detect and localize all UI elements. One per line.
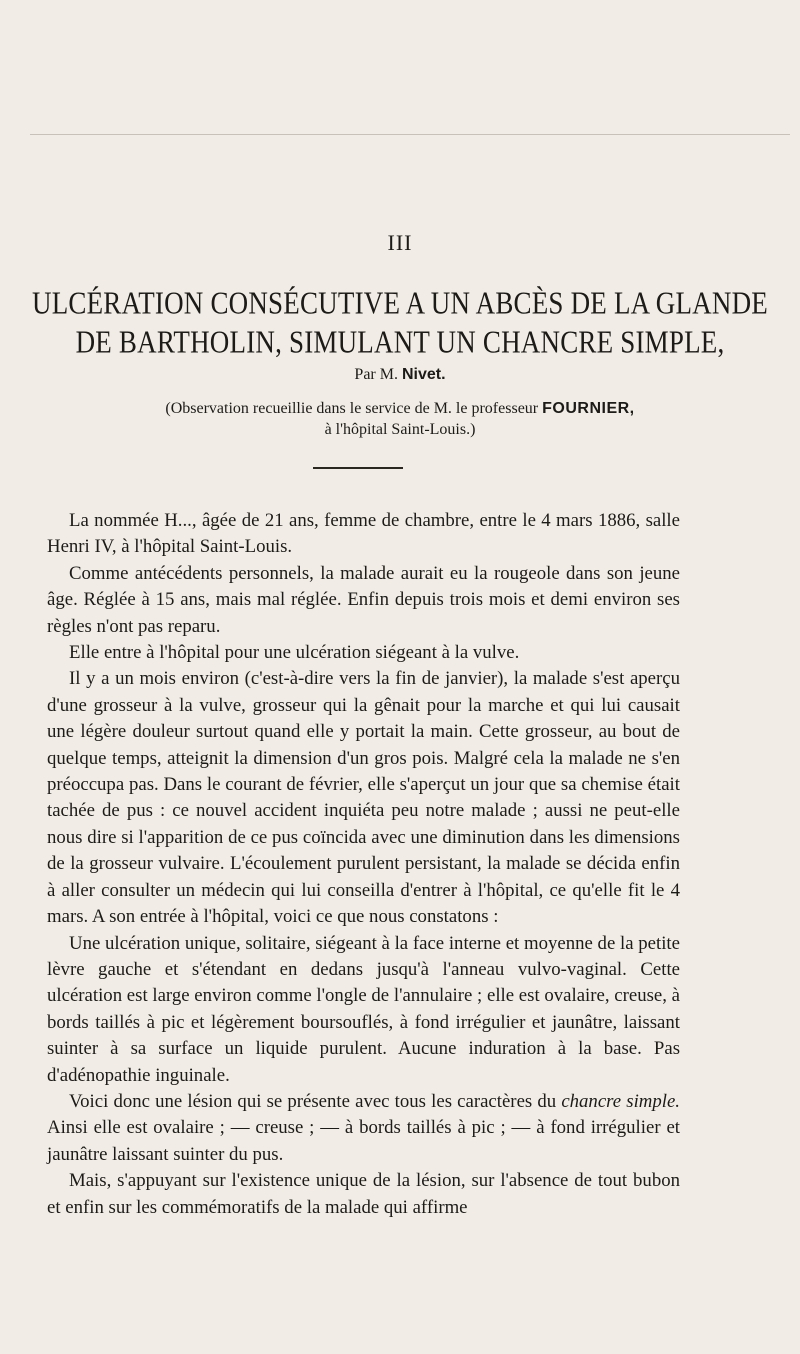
paragraph-antecedents: Comme antécédents personnels, la malade aurait eu la rougeole dans son jeune âge. Réglée à 15 ans, mais mal réglée. Enfin depuis trois mois et demi environ ses règles n'ont pas reparu. (47, 562, 680, 637)
article-title (30, 284, 770, 362)
observation-line-2: à l'hôpital Saint-Louis.) (324, 421, 476, 438)
author-line (0, 366, 800, 384)
paragraph-admission: La nommée H..., âgée de 21 ans, femme de chambre, entre le 4 mars 1886, salle Henri IV, à l'hôpital Saint-Louis. (47, 510, 680, 558)
article-title-line-2: DE BARTHOLIN, SIMULANT UN CHANCRE SIMPLE, (75, 324, 725, 360)
section-number: III (387, 230, 413, 255)
paragraph-diagnosis (47, 1089, 680, 1168)
paragraph-reasoning: Mais, s'appuyant sur l'existence unique de la lésion, sur l'absence de tout bubon et enfin sur les commémoratifs de la malade qui affirme (47, 1170, 680, 1218)
diagnosis-text-after: Ainsi elle est ovalaire ; — creuse ; — à bords taillés à pic ; — à fond irrégulier et jaunâtre laissant suinter du pus. (47, 1117, 680, 1165)
observation-line-1 (40, 398, 760, 419)
diagnosis-text-before: Voici donc une lésion qui se présente avec tous les caractères du (69, 1090, 562, 1112)
article-body (47, 508, 680, 1221)
article-title-line-1: ULCÉRATION CONSÉCUTIVE A UN ABCÈS DE LA GLANDE (32, 285, 768, 321)
paragraph-examination: Une ulcération unique, solitaire, siégeant à la face interne et moyenne de la petite lèvre gauche et s'étendant en dedans jusqu'à l'anneau vulvo-vaginal. Cette ulcération est large environ comme l'ongle de l'annulaire ; elle est ovalaire, creuse, à bords taillés à pic et légèrement boursouflés, à fond irrégulier et jaunâtre, laissant suinter à sa surface un liquide purulent. Aucune induration à la base. Pas d'adénopathie inguinale. (47, 932, 680, 1086)
page-header-rule (30, 134, 790, 135)
observation-note (40, 398, 760, 440)
paragraph-reason: Elle entre à l'hôpital pour une ulcération siégeant à la vulve. (69, 642, 520, 664)
show-through-decoration (20, 84, 800, 112)
author-prefix: Par M. (354, 366, 398, 383)
section-separator (313, 467, 403, 469)
author-name: Nivet. (401, 366, 446, 383)
observation-professor: FOURNIER, (542, 400, 635, 417)
observation-prefix: (Observation recueillie dans le service de M. le professeur (165, 400, 539, 417)
diagnosis-emphasis: chancre simple. (561, 1090, 680, 1112)
paragraph-history: Il y a un mois environ (c'est-à-dire vers la fin de janvier), la malade s'est aperçu d'une grosseur à la vulve, grosseur qui la gênait pour la marche et qui lui causait une légère douleur surtout quand elle y portait la main. Cette grosseur, au bout de quelque temps, atteignit la dimension d'un gros pois. Malgré cela la malade ne s'en préoccupa pas. Dans le courant de février, elle s'aperçut un jour que sa chemise était tachée de pus : ce nouvel accident inquiéta peu notre malade ; aussi ne peut-elle nous dire si l'apparition de ce pus coïncida avec une diminution dans les dimensions de la grosseur vulvaire. L'écoulement purulent persistant, la malade se décida enfin à aller consulter un médecin qui lui conseilla d'entrer à l'hôpital, ce qu'elle fit le 4 mars. A son entrée à l'hôpital, voici ce que nous constatons : (47, 668, 680, 928)
